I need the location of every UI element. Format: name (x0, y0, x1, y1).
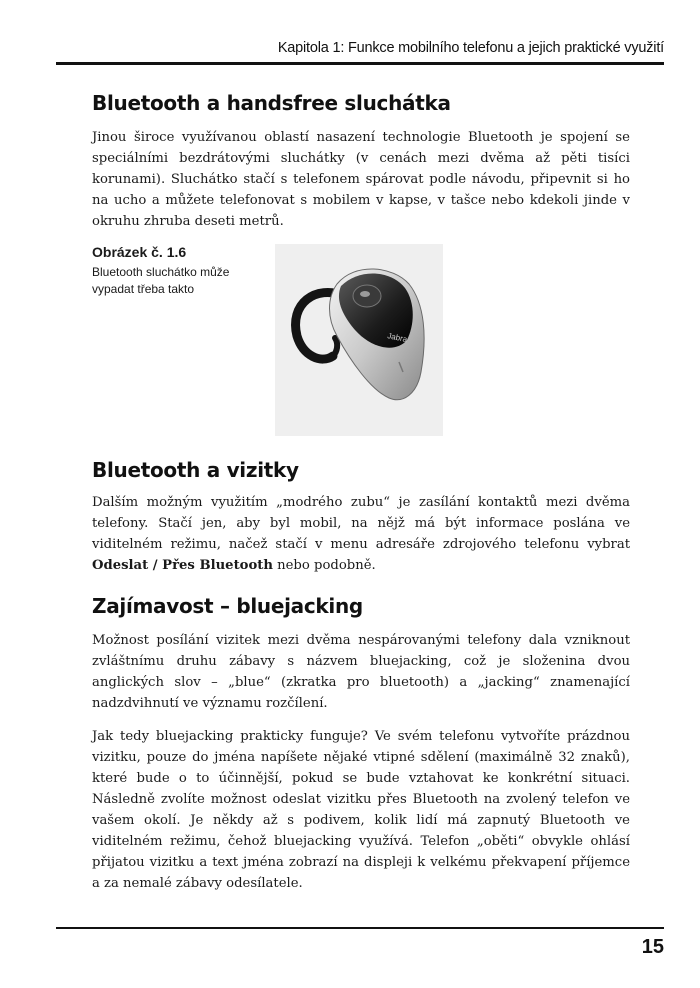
page-content (92, 88, 630, 894)
menu-path-bold: Odeslat / Přes Bluetooth (92, 558, 273, 573)
figure-caption (92, 244, 232, 298)
headset-illustration (275, 244, 443, 436)
paragraph-bluejacking-2: Jak tedy bluejacking prakticky funguje? Ve svém telefonu vytvoříte prázdnou vizitku, pouze do jména napíšete nějaké vtipné sdělení (maximálně 32 znaků), které bude o to účinnější, pokud se bude vztahovat ke konkrétní situaci. Následně zvolíte možnost odeslat vizitku přes Bluetooth na zvolený telefon ve vašem okolí. Je někdy až s podivem, kolik lidí má zapnutý Bluetooth ve viditelném režimu, čehož bluejacking využívá. Telefon „oběti“ obvykle ohlásí přijatou vizitku a text jména zobrazí na displeji k velkému překvapení příjemce a za nemalé zábavy odesílatele. (92, 729, 630, 891)
section-heading-bluejacking: Zajímavost – bluejacking (92, 594, 363, 618)
paragraph-vizitky-end: nebo podobně. (272, 558, 376, 573)
paragraph-handsfree: Jinou široce využívanou oblastí nasazení technologie Bluetooth je spojení se speciálními bezdrátovými sluchátky (v cenách mezi dvěma až pěti tisíci korunami). Sluchátko stačí s telefonem spárovat podle návodu, připevnit si ho na ucho a můžete telefonovat s mobilem v kapse, v tašce nebo kdekoli jinde v okruhu zhruba deseti metrů. (92, 130, 630, 229)
figure-caption-text: Bluetooth sluchátko může vypadat třeba takto (92, 265, 230, 296)
section-heading-handsfree: Bluetooth a handsfree sluchátka (92, 91, 451, 115)
paragraph-vizitky (92, 492, 630, 576)
section-heading-vizitky: Bluetooth a vizitky (92, 458, 299, 482)
brand-text: Jabra (386, 331, 409, 345)
headset-image (275, 244, 443, 436)
paragraph-bluejacking-1: Možnost posílání vizitek mezi dvěma nespárovanými telefony dala vzniknout zvláštnímu druhu zábavy s názvem bluejacking, což je složenina dvou anglických slov – „blue“ (zkratka pro bluetooth) a „jacking“ znamenající nadzdvihnutí ve významu rozčílení. (92, 633, 630, 711)
figure-headset (92, 244, 630, 440)
paragraph-vizitky-start: Dalším možným využitím „modrého zubu“ je zasílání kontaktů mezi dvěma telefony. Stačí jen, aby byl mobil, na nějž má být informace poslána ve viditelném režimu, načež stačí v menu adresáře zdrojového telefonu vybrat (92, 495, 630, 552)
running-header: Kapitola 1: Funkce mobilního telefonu a jejich praktické využití (277, 40, 664, 56)
figure-label: Obrázek č. 1.6 (92, 244, 187, 260)
page-number: 15 (641, 936, 664, 958)
footer-rule (56, 927, 664, 929)
header-rule (56, 62, 664, 65)
